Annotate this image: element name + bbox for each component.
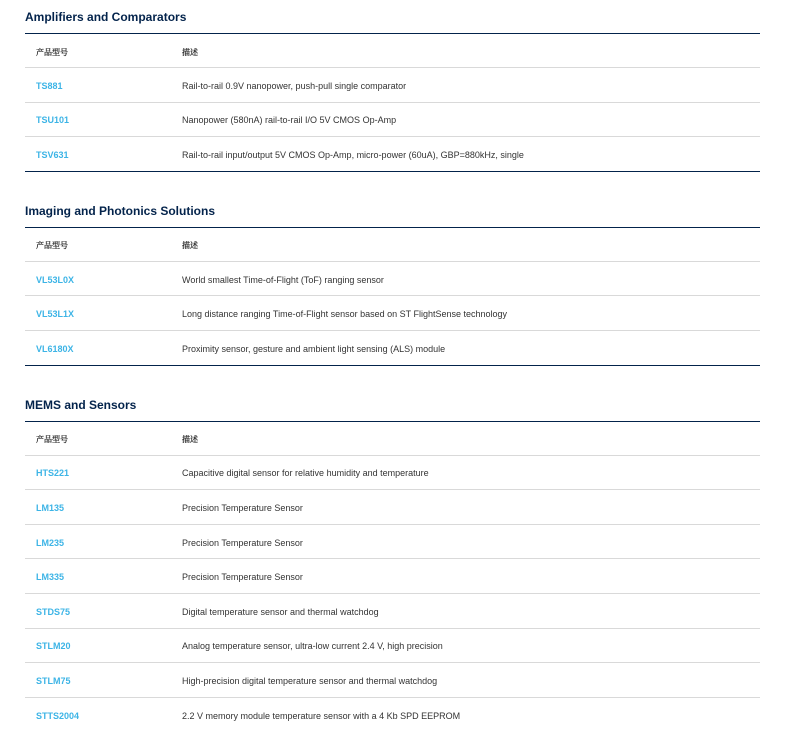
part-description: Nanopower (580nA) rail-to-rail I/O 5V CMOS Op-Amp <box>182 115 397 126</box>
part-number-link[interactable]: VL53L1X <box>36 309 75 320</box>
part-number-link[interactable]: LM135 <box>36 502 65 513</box>
part-description: Proximity sensor, gesture and ambient light sensing (ALS) module <box>182 343 446 354</box>
product-table <box>25 33 760 172</box>
table-row <box>25 698 760 732</box>
part-description: Rail-to-rail input/output 5V CMOS Op-Amp, micro-power (60uA), GBP=880kHz, single <box>182 149 524 160</box>
column-header-description: 描述 <box>182 47 198 57</box>
column-header-part: 产品型号 <box>36 47 68 57</box>
part-number-link[interactable]: HTS221 <box>36 468 70 479</box>
part-number-link[interactable]: VL6180X <box>36 343 74 354</box>
table-row <box>25 456 760 491</box>
part-description: Precision Temperature Sensor <box>182 502 303 513</box>
table-row <box>25 629 760 664</box>
part-description: Digital temperature sensor and thermal watchdog <box>182 606 379 617</box>
table-header-row <box>25 228 760 262</box>
column-header-description: 描述 <box>182 435 198 445</box>
table-row <box>25 663 760 698</box>
table-row <box>25 262 760 297</box>
table-header-row <box>25 422 760 456</box>
section-mems-sensors <box>25 388 760 732</box>
column-header-part: 产品型号 <box>36 241 68 251</box>
table-row <box>25 137 760 172</box>
table-row <box>25 331 760 366</box>
part-description: 2.2 V memory module temperature sensor with a 4 Kb SPD EEPROM <box>182 711 461 722</box>
part-description: World smallest Time-of-Flight (ToF) ranging sensor <box>182 274 384 285</box>
table-row <box>25 525 760 560</box>
section-title: Amplifiers and Comparators <box>25 10 187 24</box>
part-number-link[interactable]: STDS75 <box>36 606 71 617</box>
part-description: Analog temperature sensor, ultra-low current 2.4 V, high precision <box>182 641 443 652</box>
table-row <box>25 490 760 525</box>
part-description: Precision Temperature Sensor <box>182 572 303 583</box>
product-table <box>25 421 760 732</box>
product-list-page <box>25 0 760 732</box>
part-number-link[interactable]: TS881 <box>36 80 63 91</box>
table-row <box>25 296 760 331</box>
section-title: Imaging and Photonics Solutions <box>25 203 216 218</box>
part-number-link[interactable]: LM335 <box>36 572 65 583</box>
part-description: Rail-to-rail 0.9V nanopower, push-pull single comparator <box>182 80 407 91</box>
table-row <box>25 594 760 629</box>
part-description: Precision Temperature Sensor <box>182 537 303 548</box>
table-row <box>25 559 760 594</box>
part-description: Long distance ranging Time-of-Flight sensor based on ST FlightSense technology <box>182 309 508 320</box>
part-description: High-precision digital temperature sensor and thermal watchdog <box>182 675 438 686</box>
column-header-description: 描述 <box>182 241 198 251</box>
table-header-row <box>25 34 760 68</box>
section-amplifiers-comparators <box>25 0 760 172</box>
table-row <box>25 68 760 103</box>
part-number-link[interactable]: LM235 <box>36 537 65 548</box>
section-title: MEMS and Sensors <box>25 397 137 412</box>
part-number-link[interactable]: TSV631 <box>36 149 69 160</box>
column-header-part: 产品型号 <box>36 435 68 445</box>
part-number-link[interactable]: STLM75 <box>36 675 71 686</box>
part-number-link[interactable]: STTS2004 <box>36 711 80 722</box>
section-imaging-photonics <box>25 194 760 366</box>
part-description: Capacitive digital sensor for relative humidity and temperature <box>182 468 429 479</box>
part-number-link[interactable]: VL53L0X <box>36 274 75 285</box>
table-row <box>25 103 760 138</box>
part-number-link[interactable]: STLM20 <box>36 641 71 652</box>
part-number-link[interactable]: TSU101 <box>36 115 70 126</box>
product-table <box>25 227 760 366</box>
